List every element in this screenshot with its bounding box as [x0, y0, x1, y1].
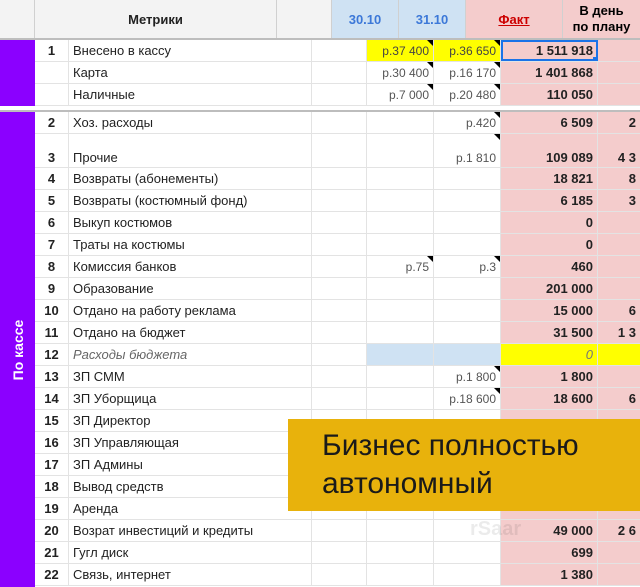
table-row: [35, 234, 640, 256]
date-1-cell[interactable]: [367, 212, 434, 233]
fact-cell[interactable]: 18 821: [501, 168, 598, 189]
table-row: [35, 388, 640, 410]
date-1-cell[interactable]: [367, 542, 434, 563]
per-day-cell[interactable]: 1 3: [598, 322, 640, 343]
table-row: [35, 84, 640, 106]
metric-name-cell[interactable]: Хоз. расходы: [69, 112, 312, 133]
fact-cell[interactable]: 201 000: [501, 278, 598, 299]
per-day-cell[interactable]: [598, 278, 640, 299]
metric-name-cell[interactable]: Расходы бюджета: [69, 344, 312, 365]
per-day-cell[interactable]: [598, 40, 640, 61]
empty-cell[interactable]: [312, 322, 367, 343]
fact-cell[interactable]: 0: [501, 212, 598, 233]
empty-cell[interactable]: [312, 168, 367, 189]
date-2-cell[interactable]: р.1 800: [434, 366, 501, 387]
empty-cell[interactable]: [312, 234, 367, 255]
metric-name-cell[interactable]: Отдано на работу реклама: [69, 300, 312, 321]
row-number[interactable]: 17: [35, 454, 69, 475]
table-row: [35, 520, 640, 542]
per-day-cell[interactable]: 2 6: [598, 520, 640, 541]
date-2-cell[interactable]: р.36 650: [434, 40, 501, 61]
row-number[interactable]: 20: [35, 520, 69, 541]
date-1-cell[interactable]: [367, 168, 434, 189]
fact-cell[interactable]: 699: [501, 542, 598, 563]
fact-cell[interactable]: 6 509: [501, 112, 598, 133]
per-day-cell[interactable]: 6: [598, 300, 640, 321]
table-row: [35, 300, 640, 322]
metric-name-cell[interactable]: Наличные: [69, 84, 312, 105]
fact-cell[interactable]: 1 401 868: [501, 62, 598, 83]
table-row: [35, 322, 640, 344]
table-row: [35, 344, 640, 366]
empty-cell[interactable]: [312, 112, 367, 133]
promo-line-1: Бизнес полностью: [322, 429, 579, 462]
row-number[interactable]: 11: [35, 322, 69, 343]
metric-name-cell[interactable]: Аренда: [69, 498, 312, 519]
empty-cell[interactable]: [312, 84, 367, 105]
fact-cell[interactable]: 0: [501, 344, 598, 365]
watermark-text: rSaar: [470, 518, 522, 540]
per-day-cell[interactable]: 3: [598, 190, 640, 211]
per-day-cell[interactable]: [598, 542, 640, 563]
date-1-cell[interactable]: р.7 000: [367, 84, 434, 105]
per-day-cell[interactable]: 8: [598, 168, 640, 189]
group-income-bar: [0, 40, 35, 106]
date-1-cell[interactable]: р.30 400: [367, 62, 434, 83]
date-1-cell[interactable]: р.37 400: [367, 40, 434, 61]
fact-cell[interactable]: 31 500: [501, 322, 598, 343]
metric-name-cell[interactable]: Прочие: [69, 134, 312, 167]
date-2-cell[interactable]: [434, 300, 501, 321]
group-cash-bar: [0, 112, 35, 587]
empty-cell[interactable]: [312, 256, 367, 277]
table-row: [35, 212, 640, 234]
header-per-day-line2: по плану: [572, 19, 631, 34]
promo-line-2: автономный: [322, 467, 493, 500]
row-number[interactable]: 14: [35, 388, 69, 409]
date-2-cell[interactable]: [434, 234, 501, 255]
table-row: [35, 564, 640, 586]
metric-name-cell[interactable]: ЗП Управляющая: [69, 432, 312, 453]
date-1-cell[interactable]: [367, 278, 434, 299]
row-number[interactable]: 5: [35, 190, 69, 211]
header-fact[interactable]: Факт: [466, 0, 563, 38]
empty-cell[interactable]: [312, 300, 367, 321]
table-row: [35, 112, 640, 134]
date-2-cell[interactable]: [434, 278, 501, 299]
row-number[interactable]: 18: [35, 476, 69, 497]
table-row: [35, 366, 640, 388]
date-1-cell[interactable]: [367, 388, 434, 409]
fact-cell[interactable]: 460: [501, 256, 598, 277]
fact-cell[interactable]: 15 000: [501, 300, 598, 321]
empty-cell[interactable]: [312, 190, 367, 211]
header-metrics[interactable]: Метрики: [35, 0, 277, 38]
date-1-cell[interactable]: [367, 300, 434, 321]
empty-cell[interactable]: [312, 344, 367, 365]
table-row: [35, 542, 640, 564]
table-row: [35, 62, 640, 84]
empty-cell[interactable]: [312, 564, 367, 585]
metric-name-cell[interactable]: Выкуп костюмов: [69, 212, 312, 233]
metric-name-cell[interactable]: Отдано на бюджет: [69, 322, 312, 343]
row-number[interactable]: 4: [35, 168, 69, 189]
row-number[interactable]: 6: [35, 212, 69, 233]
row-number[interactable]: [35, 62, 69, 83]
empty-cell[interactable]: [312, 520, 367, 541]
row-number[interactable]: 2: [35, 112, 69, 133]
header-empty[interactable]: [277, 0, 332, 38]
row-number[interactable]: 13: [35, 366, 69, 387]
metric-name-cell[interactable]: Траты на костюмы: [69, 234, 312, 255]
header-date-2[interactable]: 31.10: [399, 0, 466, 38]
row-number[interactable]: 3: [35, 134, 69, 167]
per-day-cell[interactable]: [598, 564, 640, 585]
date-1-cell[interactable]: [367, 344, 434, 365]
empty-cell[interactable]: [312, 278, 367, 299]
metric-name-cell[interactable]: Возвраты (абонементы): [69, 168, 312, 189]
table-row: [35, 40, 640, 62]
date-2-cell[interactable]: р.16 170: [434, 62, 501, 83]
header-per-day-line1: В день: [579, 3, 624, 18]
per-day-cell[interactable]: 2: [598, 112, 640, 133]
date-2-cell[interactable]: [434, 542, 501, 563]
date-2-cell[interactable]: р.18 600: [434, 388, 501, 409]
date-2-cell[interactable]: [434, 344, 501, 365]
metric-name-cell[interactable]: Образование: [69, 278, 312, 299]
empty-cell[interactable]: [312, 40, 367, 61]
per-day-cell[interactable]: [598, 256, 640, 277]
fact-cell[interactable]: 1 800: [501, 366, 598, 387]
row-number[interactable]: [35, 84, 69, 105]
metric-name-cell[interactable]: Комиссия банков: [69, 256, 312, 277]
empty-cell[interactable]: [312, 212, 367, 233]
empty-cell[interactable]: [312, 366, 367, 387]
per-day-cell[interactable]: [598, 212, 640, 233]
row-number[interactable]: 1: [35, 40, 69, 61]
row-number[interactable]: 19: [35, 498, 69, 519]
date-2-cell[interactable]: [434, 190, 501, 211]
fact-cell[interactable]: 0: [501, 234, 598, 255]
date-1-cell[interactable]: [367, 112, 434, 133]
header-corner[interactable]: [0, 0, 35, 38]
metric-name-cell[interactable]: Возвраты (костюмный фонд): [69, 190, 312, 211]
per-day-cell[interactable]: [598, 344, 640, 365]
fact-cell[interactable]: 49 000: [501, 520, 598, 541]
fact-cell[interactable]: 109 089: [501, 134, 598, 167]
metric-name-cell[interactable]: ЗП Директор: [69, 410, 312, 431]
fact-cell[interactable]: 18 600: [501, 388, 598, 409]
fact-cell[interactable]: 1 511 918: [501, 40, 598, 61]
column-header-row: [0, 0, 640, 40]
empty-cell[interactable]: [312, 134, 367, 167]
fact-cell[interactable]: 1 380: [501, 564, 598, 585]
table-row: [35, 168, 640, 190]
date-2-cell[interactable]: р.20 480: [434, 84, 501, 105]
date-1-cell[interactable]: [367, 234, 434, 255]
table-row: [35, 278, 640, 300]
row-number[interactable]: 22: [35, 564, 69, 585]
header-date-1[interactable]: 30.10: [332, 0, 399, 38]
date-1-cell[interactable]: [367, 564, 434, 585]
date-2-cell[interactable]: [434, 212, 501, 233]
row-number[interactable]: 10: [35, 300, 69, 321]
per-day-cell[interactable]: 4 3: [598, 134, 640, 167]
per-day-cell[interactable]: [598, 366, 640, 387]
row-number[interactable]: 9: [35, 278, 69, 299]
date-2-cell[interactable]: р.1 810: [434, 134, 501, 167]
metric-name-cell[interactable]: ЗП Уборщица: [69, 388, 312, 409]
metric-name-cell[interactable]: ЗП Админы: [69, 454, 312, 475]
row-number[interactable]: 7: [35, 234, 69, 255]
per-day-cell[interactable]: [598, 84, 640, 105]
date-1-cell[interactable]: [367, 322, 434, 343]
table-row: [35, 256, 640, 278]
fact-cell[interactable]: 110 050: [501, 84, 598, 105]
metric-name-cell[interactable]: Внесено в кассу: [69, 40, 312, 61]
date-2-cell[interactable]: [434, 322, 501, 343]
date-1-cell[interactable]: [367, 366, 434, 387]
date-1-cell[interactable]: [367, 520, 434, 541]
row-number[interactable]: 15: [35, 410, 69, 431]
date-2-cell[interactable]: [434, 564, 501, 585]
row-number[interactable]: 16: [35, 432, 69, 453]
table-row: [35, 134, 640, 168]
empty-cell[interactable]: [312, 542, 367, 563]
table-row: [35, 190, 640, 212]
header-per-day[interactable]: [563, 0, 640, 38]
empty-cell[interactable]: [312, 62, 367, 83]
per-day-cell[interactable]: [598, 234, 640, 255]
date-2-cell[interactable]: р.420: [434, 112, 501, 133]
promo-overlay: [288, 419, 640, 511]
per-day-cell[interactable]: [598, 62, 640, 83]
metric-name-cell[interactable]: Связь, интернет: [69, 564, 312, 585]
group-cash-label: По кассе: [9, 319, 26, 380]
row-number[interactable]: 21: [35, 542, 69, 563]
fact-cell[interactable]: 6 185: [501, 190, 598, 211]
empty-cell[interactable]: [312, 388, 367, 409]
date-2-cell[interactable]: р.3: [434, 256, 501, 277]
date-1-cell[interactable]: [367, 134, 434, 167]
metric-name-cell[interactable]: Гугл диск: [69, 542, 312, 563]
per-day-cell[interactable]: 6: [598, 388, 640, 409]
date-1-cell[interactable]: р.75: [367, 256, 434, 277]
metric-name-cell[interactable]: Вывод средств: [69, 476, 312, 497]
date-2-cell[interactable]: [434, 168, 501, 189]
metric-name-cell[interactable]: Карта: [69, 62, 312, 83]
date-1-cell[interactable]: [367, 190, 434, 211]
row-number[interactable]: 8: [35, 256, 69, 277]
row-number[interactable]: 12: [35, 344, 69, 365]
metric-name-cell[interactable]: Возрат инвестиций и кредиты: [69, 520, 312, 541]
metric-name-cell[interactable]: ЗП СММ: [69, 366, 312, 387]
